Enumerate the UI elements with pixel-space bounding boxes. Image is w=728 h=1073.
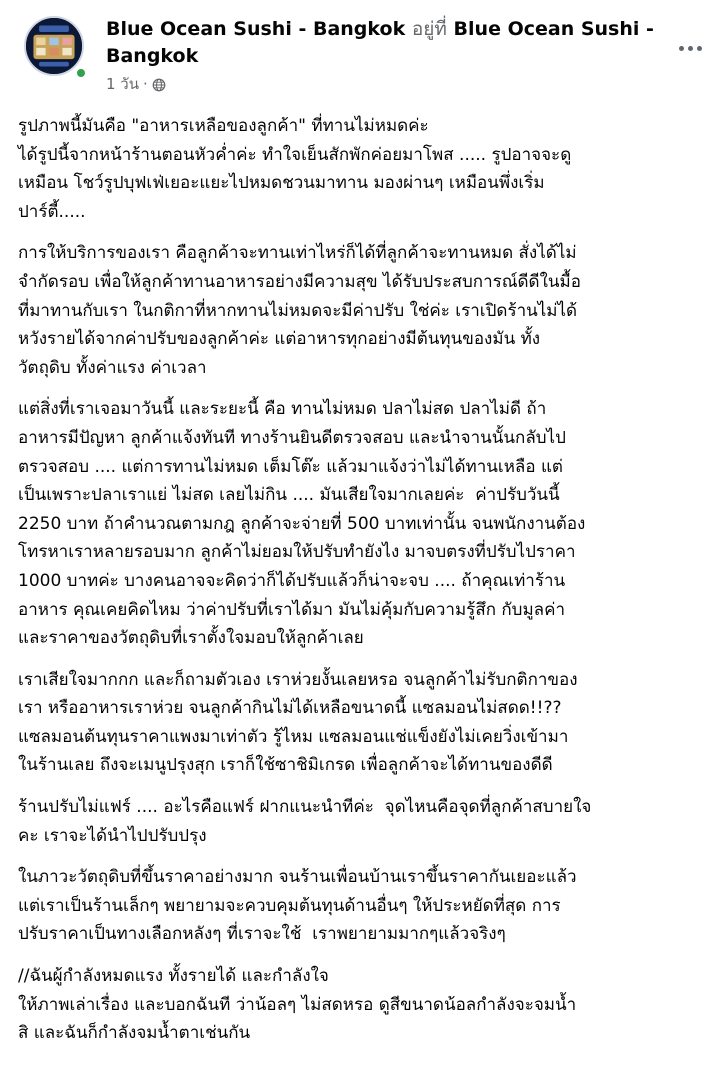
post-paragraph-4: เราเสียใจมากกก และก็ถามตัวเอง เราห่วยงั้นเลยหรอ จนลูกค้าไม่รับกติกาของ เรา หรืออาหารเราห่วย จนลูกค้ากินไม่ได้เหลือขนาดนี้ แซลมอนไม่สดด!!?? แซลมอนต้นทุนราคาแพงมาเท่าตัว รู้ไหม แซลมอนแช่แข็งยังไม่เคยวิ่งเข้ามา ในร้านเลย ถึงจะเมนูปรุงสุก เราก็ใช้ซาชิมิเกรด เพื่อลูกค้าจะได้ทานของดีดี [18,669,578,776]
post-paragraph-6: ในภาวะวัตถุดิบที่ขึ้นราคาอย่างมาก จนร้านเพื่อนบ้านเราขึ้นราคากันเยอะแล้ว แต่เราเป็นร้านเล็กๆ พยายามจะควบคุมต้นทุนด้านอื่นๆ ให้ประหยัดที่สุด การ ปรับราคาเป็นทางเลือกหลังๆ ที่เราจะใช้ เราพยายามมากๆแล้วจริงๆ [18,867,577,945]
more-options-icon[interactable] [672,36,708,60]
more-dot [679,46,684,51]
post-title [106,16,666,70]
post-paragraph-5: ร้านปรับไม่แฟร์ .... อะไรคือแฟร์ ฝากแนะนำทีค่ะ จุดไหนคือจุดที่ลูกค้าสบายใจ คะ เราจะได้นำไปปรับปรุง [18,797,592,846]
post-meta [106,74,166,94]
more-dot [697,46,702,51]
meta-separator: · [143,75,148,93]
post-paragraph-7: //ฉันผู้กำลังหมดแรง ทั้งรายได้ และกำลังใจ ให้ภาพเล่าเรื่อง และบอกฉันที ว่าน้อลๆ ไม่สดหรอ ดูสีขนาดน้อลกำลังจะจมน้ำ สิ และฉันก็กำลังจมน้ำตาเช่นกัน [18,966,577,1044]
online-status-dot [74,66,88,80]
post-paragraph-3: แต่สิ่งที่เราเจอมาวันนี้ และระยะนี้ คือ ทานไม่หมด ปลาไม่สด ปลาไม่ดี ถ้า อาหารมีปัญหา ลูกค้าแจ้งทันที ทางร้านยินดีตรวจสอบ และนำจานนั้นกลับไป ตรวจสอบ .... แต่การทานไม่หมด เต็มโต๊ะ แล้วมาแจ้งว่าไม่ได้ทานเหลือ แต่ เป็นเพราะปลาเราแย่ ไม่สด เลยไม่กิน .... มันเสียใจมากเลยค่ะ ค่าปรับวันนี้ 2250 บาท ถ้าคำนวณตามกฎ ลูกค้าจะจ่ายที่ 500 บาทเท่านั้น จนพนักงานต้อง โทรหาเราหลายรอบมาก ลูกค้าไม่ยอมให้ปรับทำยังไง มาจบตรงที่ปรับไปราคา 1000 บาทค่ะ บางคนอาจจะคิดว่าก็ได้ปรับแล้วก็น่าจะจบ .... ถ้าคุณเท่าร้าน อาหาร คุณเคยคิดไหม ว่าค่าปรับที่เราได้มา มันไม่คุ้มกับความรู้สึก กับมูลค่า และราคาของวัตถุดิบที่เราตั้งใจมอบให้ลูกค้าเลย [18,399,586,649]
post-timestamp[interactable]: 1 วัน [106,75,139,93]
author-name[interactable]: Blue Ocean Sushi - Bangkok [106,18,406,40]
avatar-image [26,18,82,74]
location-name[interactable]: Blue Ocean Sushi - Bangkok [106,18,654,67]
at-word: อยู่ที่ [411,18,447,40]
more-dot [688,46,693,51]
page-avatar[interactable] [24,16,84,76]
post-body [18,112,710,1061]
post-header [18,14,710,100]
post-paragraph-2: การให้บริการของเรา คือลูกค้าจะทานเท่าไหร่ก็ได้ที่ลูกค้าจะทานหมด สั่งได้ไม่ จำกัดรอบ เพื่อให้ลูกค้าทานอาหารอย่างมีความสุข ได้รับประสบการณ์ดีดีในมื้อ ที่มาทานกับเรา ในกติกาที่หากทานไม่หมดจะมีค่าปรับ ใช่ค่ะ เราเปิดร้านไม่ได้ หวังรายได้จากค่าปรับของลูกค้าค่ะ แต่อาหารทุกอย่างมีต้นทุนของมัน ทั้ง วัตถุดิบ ทั้งค่าแรง ค่าเวลา [18,243,581,378]
globe-icon [152,77,166,91]
post-paragraph-1: รูปภาพนี้มันคือ "อาหารเหลือของลูกค้า" ที่ทานไม่หมดค่ะ ได้รูปนี้จากหน้าร้านตอนหัวค่ำค่ะ ทำใจเย็นสักพักค่อยมาโพส ..... รูปอาจจะดู เหมือน โชว์รูปบุฟเฟ่เยอะแยะไปหมดชวนมาทาน มองผ่านๆ เหมือนพึ่งเริ่ม ปาร์ตี้..... [18,116,572,222]
